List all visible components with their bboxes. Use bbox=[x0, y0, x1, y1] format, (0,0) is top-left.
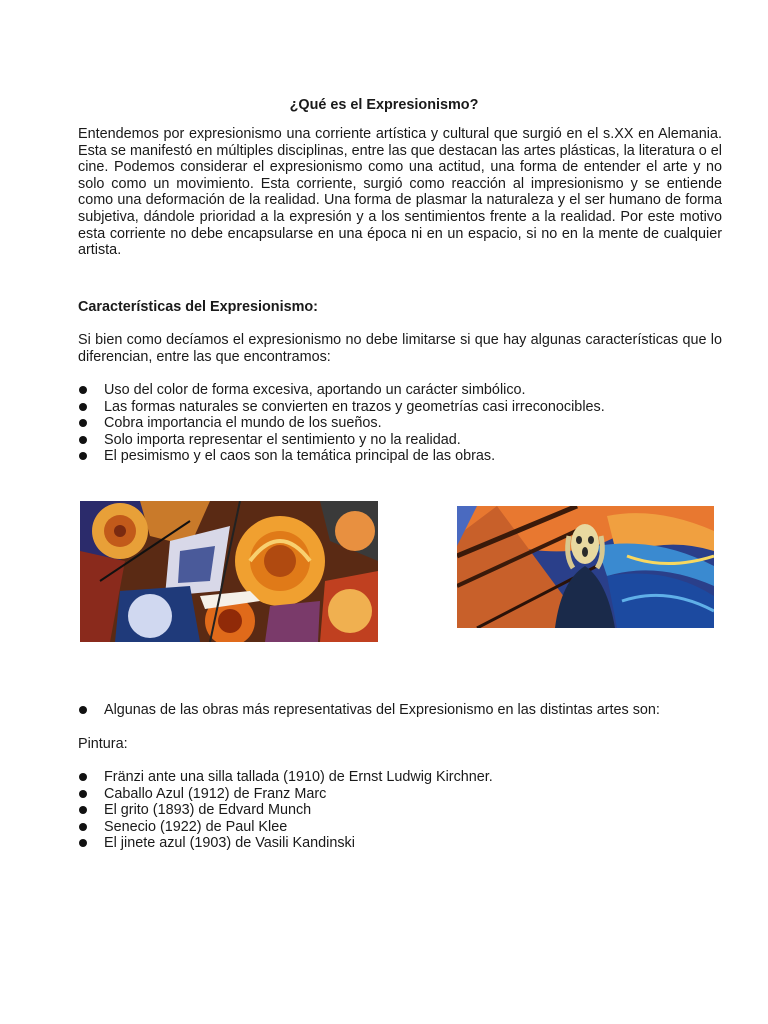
bullet-icon bbox=[79, 790, 87, 798]
list-item: Senecio (1922) de Paul Klee bbox=[78, 819, 722, 836]
works-intro-list bbox=[78, 702, 722, 719]
bullet-icon bbox=[79, 839, 87, 847]
bullet-icon bbox=[79, 403, 87, 411]
paintings-list bbox=[78, 769, 722, 852]
section-heading-characteristics: Características del Expresionismo: bbox=[78, 299, 318, 315]
bullet-icon bbox=[79, 706, 87, 714]
bullet-icon bbox=[79, 773, 87, 781]
painting-label: Pintura: bbox=[78, 736, 128, 752]
list-item: Las formas naturales se convierten en trazos y geometrías casi irreconocibles. bbox=[78, 399, 722, 416]
bullet-icon bbox=[79, 436, 87, 444]
list-item: Solo importa representar el sentimiento y no la realidad. bbox=[78, 432, 722, 449]
characteristics-list bbox=[78, 382, 722, 465]
bullet-icon bbox=[79, 386, 87, 394]
list-item: Caballo Azul (1912) de Franz Marc bbox=[78, 786, 722, 803]
bullet-icon bbox=[79, 823, 87, 831]
bullet-icon bbox=[79, 452, 87, 460]
list-item: El pesimismo y el caos son la temática principal de las obras. bbox=[78, 448, 722, 465]
intro-paragraph: Entendemos por expresionismo una corriente artística y cultural que surgió en el s.XX en Alemania. Esta se manifestó en múltiples disciplinas, entre las que destacan las artes plásticas, la literatura o el cine. Podemos considerar el expresionismo como una actitud, una forma de entender el arte y no solo como un movimiento. Esta corriente, surgió como reacción al impresionismo y se entiende como una deformación de la realidad. Una forma de plasmar la naturaleza y el ser humano de forma subjetiva, dándole prioridad a la expresión y a los sentimientos frente a la realidad. Por este motivo esta corriente no debe encapsularse en una época ni en un espacio, si no en la mente de cualquier artista. bbox=[78, 126, 722, 259]
list-item: Algunas de las obras más representativas del Expresionismo en las distintas artes son: bbox=[78, 702, 722, 719]
the-scream-painting bbox=[457, 506, 714, 628]
bullet-icon bbox=[79, 806, 87, 814]
abstract-flowers-painting bbox=[80, 501, 378, 642]
list-item: Fränzi ante una silla tallada (1910) de Ernst Ludwig Kirchner. bbox=[78, 769, 722, 786]
page-title: ¿Qué es el Expresionismo? bbox=[289, 97, 479, 113]
bullet-icon bbox=[79, 419, 87, 427]
list-item: El grito (1893) de Edvard Munch bbox=[78, 802, 722, 819]
characteristics-intro: Si bien como decíamos el expresionismo no debe limitarse si que hay algunas características que lo diferencian, entre las que encontramos: bbox=[78, 332, 722, 365]
list-item: El jinete azul (1903) de Vasili Kandinski bbox=[78, 835, 722, 852]
list-item: Cobra importancia el mundo de los sueños. bbox=[78, 415, 722, 432]
list-item: Uso del color de forma excesiva, aportando un carácter simbólico. bbox=[78, 382, 722, 399]
